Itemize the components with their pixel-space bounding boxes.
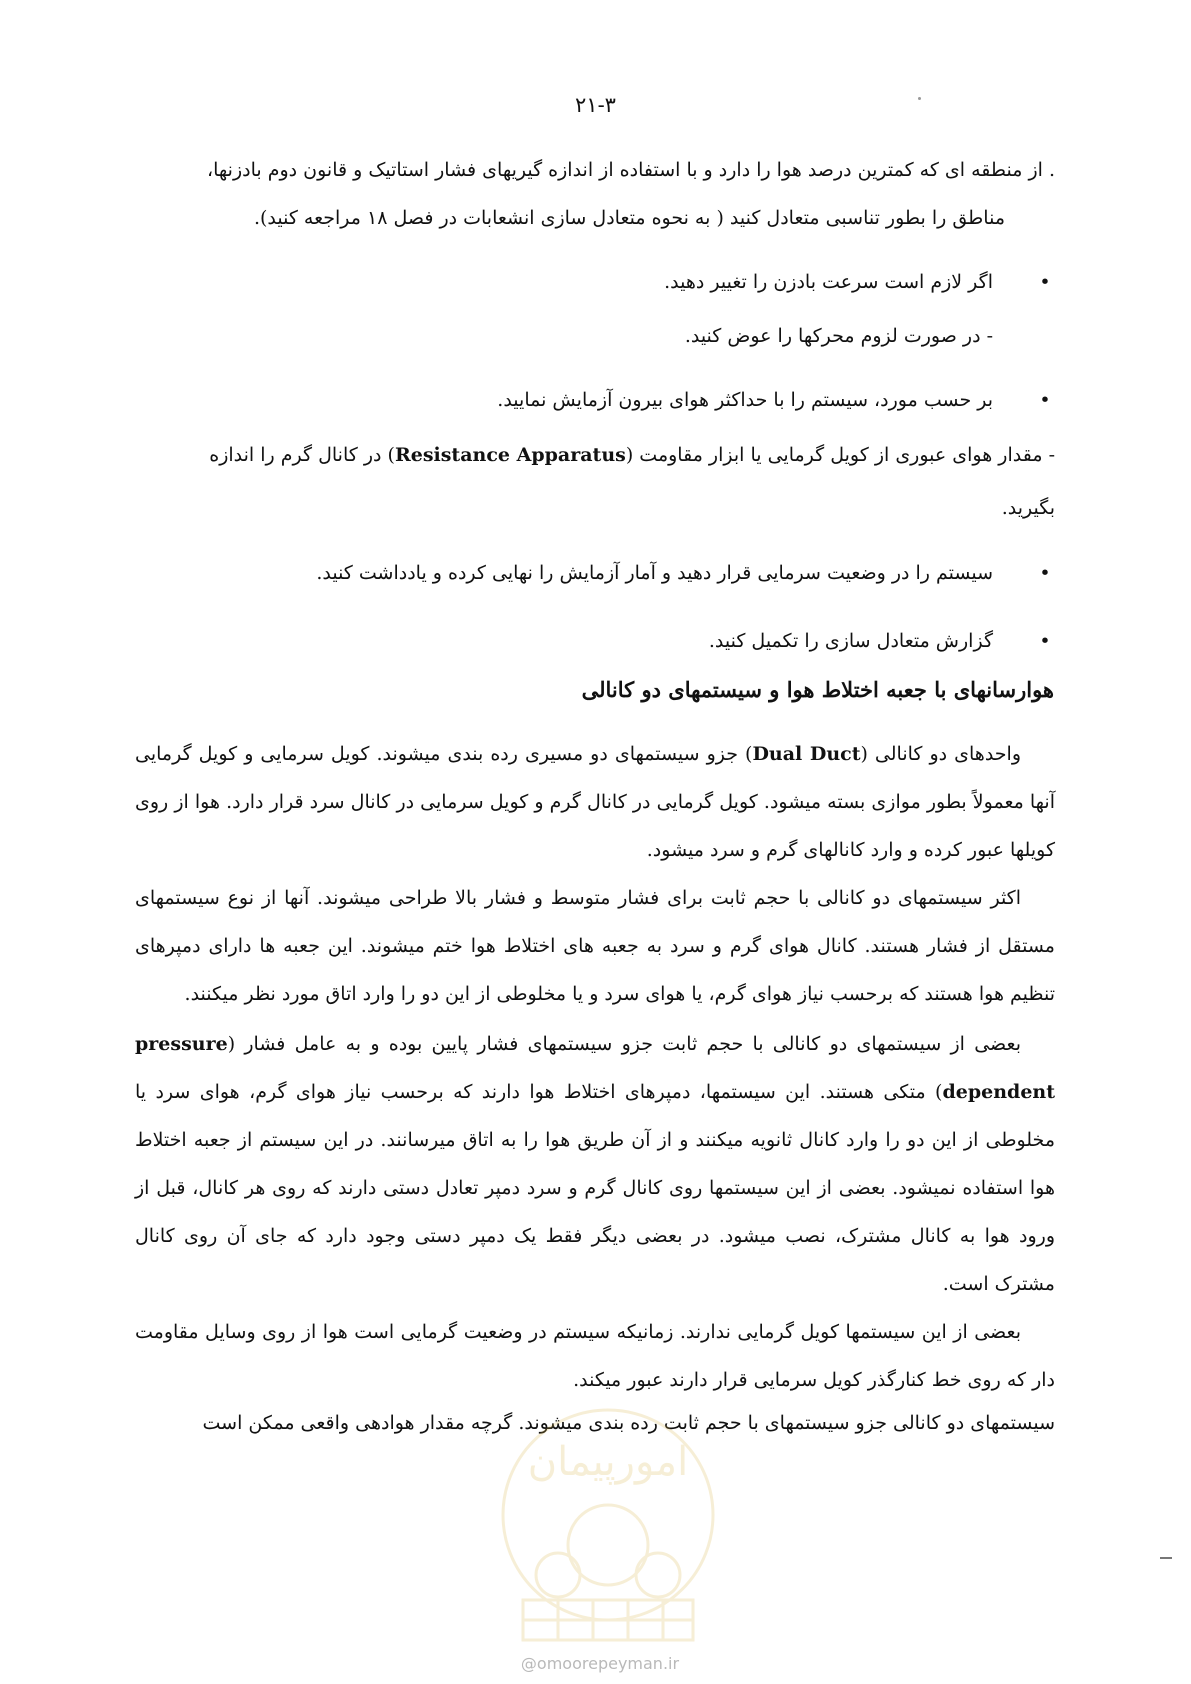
watermark-logo xyxy=(488,1400,728,1650)
bullet-icon: • xyxy=(1039,630,1051,652)
bullet-icon: • xyxy=(1039,562,1051,584)
para1-line1: . از منطقه ای که کمترین درصد هوا را دارد و با استفاده از اندازه گیریهای فشار استاتیک و قانون دوم بادزنها، xyxy=(207,159,1055,181)
page-number: ۲۱-۳ xyxy=(575,93,616,117)
no-heating-coil-paragraph xyxy=(135,1308,1055,1404)
dual-duct-paragraph xyxy=(135,730,1055,874)
low-pressure-pre: بعضی از سیستمهای دو کانالی با حجم ثابت جزو سیستمهای فشار پایین بوده و به عامل فشار ( xyxy=(227,1033,1021,1055)
last-line: سیستمهای دو کانالی جزو سیستمهای با حجم ثابت رده بندی میشوند. گرچه مقدار هوادهی واقعی ممکن است xyxy=(202,1412,1055,1434)
measure-line1 xyxy=(209,431,1055,479)
pressure-dependent-term: pressure dependent xyxy=(135,1033,1055,1103)
constant-volume-paragraph xyxy=(135,874,1055,1018)
measure-post: ) در کانال گرم را اندازه xyxy=(209,444,395,466)
para1-line2: مناطق را بطور تناسبی متعادل کنید ( به نحوه متعادل سازی انشعابات در فصل ۱۸ مراجعه کنید). xyxy=(253,207,1005,229)
measure-pre: - مقدار هوای عبوری از کویل گرمایی یا ابزار مقاومت ( xyxy=(625,444,1055,466)
bullet-item xyxy=(135,549,1055,597)
bullet-text: گزارش متعادل سازی را تکمیل کنید. xyxy=(708,630,993,652)
section-heading: هوارسانهای با جعبه اختلاط هوا و سیستمهای دو کانالی xyxy=(581,677,1054,702)
dash-line-motors: - در صورت لزوم محرکها را عوض کنید. xyxy=(684,325,993,347)
bullet-text: اگر لازم است سرعت بادزن را تغییر دهید. xyxy=(664,271,993,293)
low-pressure-post: ) متکی هستند. این سیستمها، دمپرهای اختلاط هوا دارند که برحسب نیاز هوای گرم، هوای سرد یا مخلوطی از این دو را وارد کانال ثانویه میکنند و از آن طریق هوا را به اتاق میرسانند. در این سیستم از جعبه اختلاط هوا استفاده نمیشود. بعضی از این سیستمها روی کانال گرم و سرد دمپر تعادل دستی دارند که روی هر کانال، قبل از ورود هوا به کانال مشترک، نصب میشود. در بعضی دیگر فقط یک دمپر دستی وجود دارد که جای آن روی کانال مشترک است. xyxy=(135,1081,1055,1295)
dual-duct-pre: واحدهای دو کانالی ( xyxy=(860,743,1021,765)
bullet-item xyxy=(135,258,1055,306)
dual-duct-term: Dual Duct xyxy=(752,743,861,765)
bullet-text: بر حسب مورد، سیستم را با حداکثر هوای بیرون آزمایش نمایید. xyxy=(497,389,993,411)
bullet-item xyxy=(135,376,1055,424)
bullet-item xyxy=(135,617,1055,665)
bullet-icon: • xyxy=(1039,389,1051,411)
dual-duct-post: ) جزو سیستمهای دو مسیری رده بندی میشوند. کویل سرمایی و کویل گرمایی آنها معمولاً بطور موازی بسته میشود. کویل گرمایی در کانال گرم و کویل سرمایی در کانال سرد قرار دارد. هوا از روی کویلها عبور کرده و وارد کانالهای گرم و سرد میشود. xyxy=(135,743,1055,861)
watermark-url: @omoorepeyman.ir xyxy=(520,1654,680,1673)
resistance-apparatus-term: Resistance Apparatus xyxy=(394,444,626,466)
margin-mark xyxy=(1160,1557,1172,1559)
bullet-icon: • xyxy=(1039,271,1051,293)
watermark-logo-text: امورپیمان xyxy=(527,1439,689,1485)
measure-line2: بگیرید. xyxy=(1001,497,1055,519)
constant-volume-text: اکثر سیستمهای دو کانالی با حجم ثابت برای فشار متوسط و فشار بالا طراحی میشوند. آنها از نوع سیستمهای مستقل از فشار هستند. کانال هوای گرم و سرد به جعبه های اختلاط هوا ختم میشوند. این جعبه ها دارای دمپرهای تنظیم هوا هستند که برحسب نیاز هوای گرم، یا هوای سرد و یا مخلوطی از این دو را وارد اتاق مورد نظر میکنند. xyxy=(135,887,1055,1005)
bullet-text: سیستم را در وضعیت سرمایی قرار دهید و آمار آزمایش را نهایی کرده و یادداشت کنید. xyxy=(316,562,993,584)
low-pressure-paragraph xyxy=(135,1020,1055,1308)
no-heating-coil-text: بعضی از این سیستمها کویل گرمایی ندارند. زمانیکه سیستم در وضعیت گرمایی است هوا از روی وسایل مقاومت دار که روی خط کنارگذر کویل سرمایی قرار دارند عبور میکند. xyxy=(135,1321,1055,1391)
